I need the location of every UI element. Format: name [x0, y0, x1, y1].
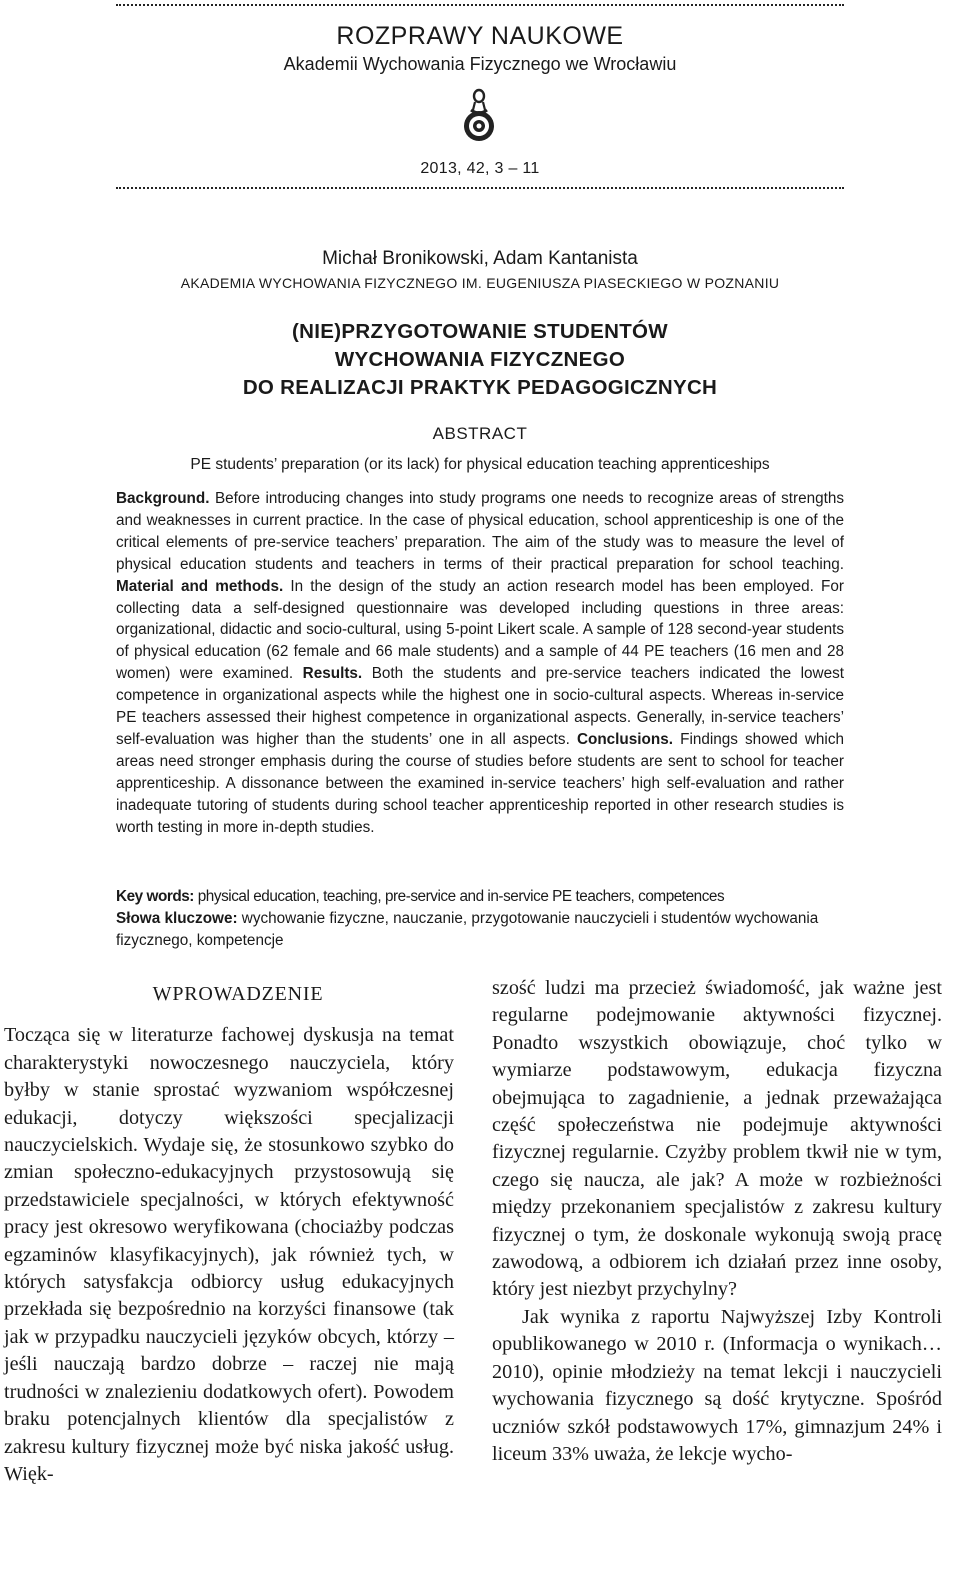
methods-label: Material and methods. [116, 577, 284, 595]
body-paragraph: szość ludzi ma przecież świadomość, jak ważne jest regularne podejmowanie aktywności fizycznej. Ponadto wszystkich obowiązuje, choć tylko w wymiarze podstawowym, edukacja fizyczna obejmująca to zagadnienie, a jednak przeważająca część społeczeństwa nie podejmuje aktywności fizycznej regularnie. Czyżby problem tkwił nie w tym, czego się naucza, ale jak? A może w rozbieżności między przekonaniem specjalistów z zakresu kultury fizycznej o tym, że doskonale wykonują swoją pracę zawodową, a odbiorem ich działań przez inne osoby, który jest niezbyt przychylny? [492, 977, 942, 1301]
paper-title-line: DO REALIZACJI PRAKTYK PEDAGOGICZNYCH [242, 376, 718, 399]
journal-subtitle: Akademii Wychowania Fizycznego we Wrocławiu [283, 54, 677, 74]
body-paragraph: Tocząca się w literaturze fachowej dyskusja na temat charakterystyki nowoczesnego nauczyciela, który byłby w stanie sprostać wyzwaniom współczesnej edukacji, dotyczy większości specjalizacji nauczycielskich. Wydaje się, że stosunkowo szybko do zmian społeczno-edukacyjnych przystosowują się przedstawiciele specjalności, w których efektywność pracy jest okresowo weryfikowana (chociażby podczas egzaminów klasyfikacyjnych), jak również tych, w których satysfakcja odbiorcy usług edukacyjnych przekłada się bezpośrednio na korzyści finansowe (tak jak w przypadku nauczycieli języków obcych, którzy – jeśli nauczają bardzo dobrze – raczej nie mają trudności w znalezieniu dodatkowych ofert). Powodem braku potencjalnych klientów dla specjalistów z zakresu kultury fizycznej może być niska jakość usług. Więk- [4, 1024, 454, 1485]
paper-title-line: (NIE)PRZYGOTOWANIE STUDENTÓW [292, 320, 668, 343]
header-dotted-rule [116, 187, 844, 189]
keywords-block [116, 886, 844, 952]
abstract-heading: ABSTRACT [432, 424, 528, 443]
keywords-en [116, 886, 844, 908]
methods-text: In the design of the study an action research model has been employed. For collecting data a self-designed questionnaire was developed including questions in three areas: organizational, didactic and socio-cultural, using 5-point Likert scale. A sample of 128 second-year students of physical education (62 female and 66 male students) and a sample of 44 PE teachers (16 men and 28 women) were examined. [116, 577, 844, 683]
authors: Michał Bronikowski, Adam Kantanista [322, 248, 638, 269]
keywords-label: Key words: [116, 888, 194, 905]
background-text: Before introducing changes into study programs one needs to recognize areas of strengths and weaknesses in current practice. In the case of physical education, school apprenticeship is one of the critical elements of pre-service teachers’ preparation. The aim of the study was to measure the level of physical education students and teachers in terms of their practical preparation for school teaching. [116, 490, 844, 573]
affiliation: AKADEMIA WYCHOWANIA FIZYCZNEGO IM. EUGENIUSZA PIASECKIEGO W POZNANIU [180, 275, 780, 291]
body-column-left [4, 975, 454, 1488]
issue-info: 2013, 42, 3 – 11 [420, 160, 540, 177]
paper-title-line: WYCHOWANIA FIZYCZNEGO [334, 348, 626, 371]
results-text: Both the students and pre-service teachers indicated the lowest competence in organizational aspects while the highest one in socio-cultural aspects. Whereas in-service PE teachers assessed their highest competence in organizational aspects. Generally, in-service teachers’ self-evaluation was higher than the students’ one in all aspects. [116, 665, 845, 748]
top-dotted-rule [116, 4, 844, 6]
section-heading: WPROWADZENIE [152, 983, 324, 1005]
abstract-body [116, 488, 844, 839]
conclusions-text: Findings showed which areas need stronger emphasis during the course of studies before students are sent to school for teacher apprenticeship. A dissonance between the examined in-service teachers’ high self-evaluation and rather inadequate tutoring of students during school teacher apprenticeship reported in other research studies is worth testing in more in-depth studies. [116, 730, 844, 836]
background-label: Background. [116, 490, 210, 507]
keywords-pl-label: Słowa kluczowe: [116, 909, 238, 927]
keywords-pl [116, 908, 844, 952]
journal-title: ROZPRAWY NAUKOWE [336, 22, 624, 50]
academy-logo-icon [461, 88, 497, 144]
english-title: PE students’ preparation (or its lack) for physical education teaching apprenticeships [190, 456, 770, 473]
paper-title [0, 318, 960, 402]
results-label: Results. [302, 665, 363, 683]
keywords-text: physical education, teaching, pre-service and in-service PE teachers, competences [193, 888, 725, 905]
body-paragraph: Jak wynika z raportu Najwyższej Izby Kontroli opublikowanego w 2010 r. (Informacja o wynikach… 2010), opinie młodzieży na temat lekcji i nauczycieli wychowania fizycznego są dość krytyczne. Spośród uczniów szkół podstawowych 17%, gimnazjum 24% i liceum 33% uważa, że lekcje wycho- [492, 1305, 942, 1465]
conclusions-label: Conclusions. [576, 730, 673, 748]
keywords-pl-text: wychowanie fizyczne, nauczanie, przygotowanie nauczycieli i studentów wychowania fizycznego, kompetencje [116, 909, 819, 949]
body-column-right [492, 975, 942, 1468]
